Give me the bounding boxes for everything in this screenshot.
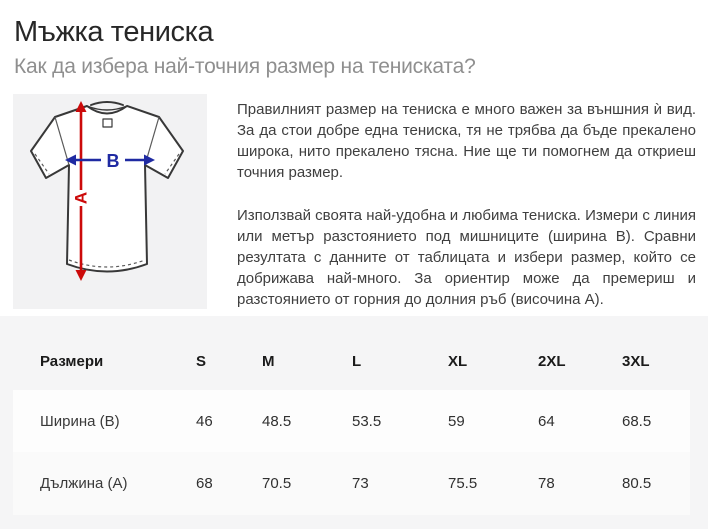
header-cell-l: L: [352, 352, 362, 370]
value-cell: 46: [196, 412, 213, 430]
value-cell: 73: [352, 475, 369, 492]
guide-row: [0, 94, 708, 310]
table-row-length: [13, 452, 690, 515]
label-b: B: [106, 151, 120, 171]
table-row-width: [13, 390, 690, 452]
header-cell-m: M: [262, 352, 275, 370]
value-cell: 59: [448, 412, 465, 430]
value-cell: 48.5: [262, 412, 292, 430]
page-title: Мъжка тениска: [14, 16, 214, 48]
value-cell: 78: [538, 475, 555, 492]
page-header: [0, 0, 708, 80]
value-cell: 64: [538, 412, 555, 430]
header-cell-xl: XL: [448, 352, 468, 370]
guide-paragraph-2: Използвай своята най-удобна и любима тениска. Измери с линия или метър разстоянието под мишниците (ширина B). Сравни резултата с данните от таблицата и избери размер, който се добрижава най-много. За ориентир може да премериш и разстоянието от горния до долния ръб (височина А).: [237, 207, 696, 308]
value-cell: 80.5: [622, 475, 652, 492]
label-a: A: [71, 191, 91, 205]
header-cell-s: S: [196, 352, 207, 370]
value-cell: 68.5: [622, 412, 652, 430]
tshirt-diagram: [13, 94, 207, 288]
page-subtitle: Как да избера най-точния размер на тениската?: [14, 55, 476, 78]
row-label-width: Ширина (B): [40, 412, 120, 430]
header-cell-3xl: 3XL: [622, 352, 650, 370]
tshirt-figure: [13, 94, 207, 309]
guide-paragraph-1: Правилният размер на тениска е много важен за външния ѝ вид. За да стои добре една тениска, тя не трябва да бъде прекалено широка, нито прекалено тясна. Ние ще ти помогнем да откриеш точния размер.: [237, 101, 696, 181]
size-table-header-row: [13, 332, 690, 390]
value-cell: 68: [196, 475, 213, 492]
header-cell-sizes: Размери: [40, 352, 104, 370]
row-label-length: Дължина (А): [40, 475, 128, 492]
size-table: [13, 332, 690, 515]
header-cell-2xl: 2XL: [538, 352, 566, 370]
tshirt-outline: [31, 102, 183, 272]
guide-text-column: [237, 94, 696, 310]
value-cell: 53.5: [352, 412, 382, 430]
value-cell: 75.5: [448, 475, 478, 492]
value-cell: 70.5: [262, 475, 292, 492]
